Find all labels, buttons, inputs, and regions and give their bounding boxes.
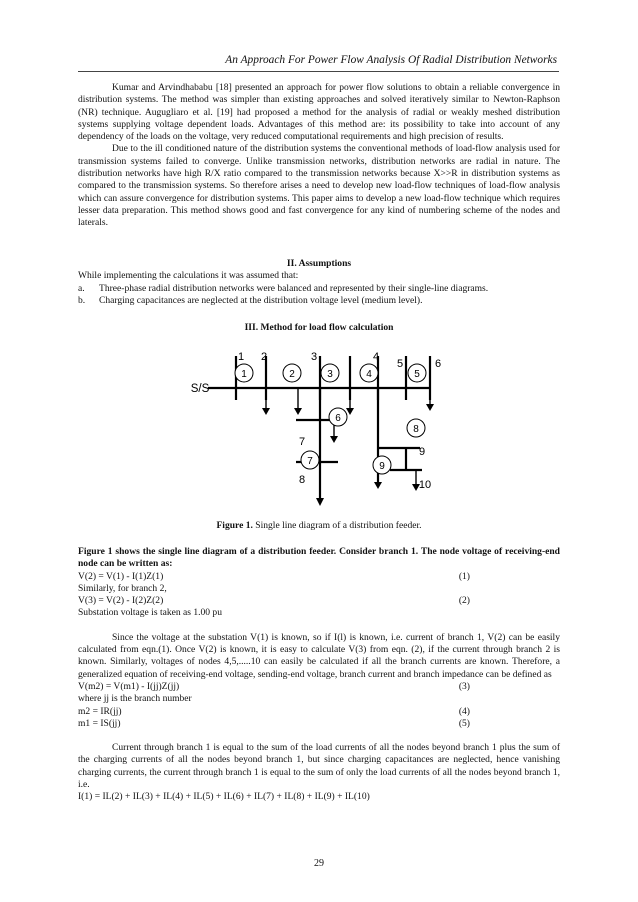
section-heading: II. Assumptions	[286, 258, 352, 269]
equation-number: (1)	[458, 570, 470, 582]
paragraph: Similarly, for branch 2,	[78, 582, 167, 594]
node-label: 7	[298, 436, 306, 448]
equation-5	[78, 718, 470, 730]
paragraph: where jj is the branch number	[78, 693, 192, 705]
figure-caption	[0, 520, 638, 531]
equation-expr: m1 = IS(jj)	[78, 717, 121, 729]
node-label: 9	[418, 446, 426, 458]
equation-2	[78, 595, 470, 607]
node-label: 5	[396, 358, 404, 370]
list-item	[78, 283, 560, 295]
equation-3	[78, 681, 470, 693]
paragraph: Since the voltage at the substation V(1) is known, so if I(l) is known, i.e. current of branch 1, V(2) can be easily calculated from eqn.(1). Once V(2) is known, it is easy to calculate V(3) from eqn. (2), if the current through branch 2 is known. Similarly, voltages of nodes 4,5,.....10 can easily be calculated if all the branch currents are known. Therefore, a generalized equation of receiving-end voltage, sending-end voltage, branch current and branch impedance can be defined as	[78, 631, 560, 680]
node-label: 10	[418, 479, 432, 491]
load-arrow-icon	[374, 482, 382, 489]
single-line-diagram	[178, 348, 462, 510]
method-heading-wrap	[78, 322, 560, 334]
equation-1	[78, 571, 470, 583]
equation-expr: V(3) = V(2) - I(2)Z(2)	[78, 595, 164, 607]
equation-4	[78, 706, 470, 718]
section-heading: III. Method for load flow calculation	[244, 322, 394, 333]
equation-number: (2)	[458, 595, 470, 607]
paragraph: Figure 1 shows the single line diagram of a distribution feeder. Consider branch 1. The node voltage of receiving-end node can be written as:	[78, 546, 560, 570]
page-number: 29	[314, 858, 324, 869]
branch-label: 2	[289, 369, 295, 380]
load-arrow-icon	[426, 404, 434, 411]
list-text: Three-phase radial distribution networks were balanced and represented by their single-line diagrams.	[99, 282, 489, 294]
load-arrow-icon	[330, 436, 338, 443]
figure-caption-text: Single line diagram of a distribution feeder.	[255, 520, 422, 531]
assumptions-section	[78, 258, 560, 307]
branch-label: 6	[335, 413, 341, 424]
list-marker: b.	[78, 294, 86, 306]
equation-6: I(1) = IL(2) + IL(3) + IL(4) + IL(5) + IL(6) + IL(7) + IL(8) + IL(9) + IL(10)	[78, 791, 370, 803]
equation-number: (5)	[458, 717, 470, 729]
node-label: 3	[310, 351, 318, 363]
spacer	[78, 730, 560, 742]
list-marker: a.	[78, 282, 85, 294]
method-body	[78, 546, 560, 804]
node-label: 8	[298, 474, 306, 486]
equation-expr: m2 = IR(jj)	[78, 705, 122, 717]
substation-label: S/S	[190, 383, 210, 395]
intro-section	[78, 82, 560, 230]
header-rule	[78, 71, 559, 72]
load-arrow-icon	[262, 408, 270, 415]
branch-label: 1	[241, 369, 247, 380]
figure-caption-label: Figure 1.	[216, 520, 253, 531]
node-label: 2	[260, 351, 268, 363]
load-arrow-icon	[294, 408, 302, 415]
paragraph: While implementing the calculations it was assumed that:	[78, 270, 299, 282]
list-item	[78, 295, 560, 307]
spacer	[78, 620, 560, 632]
node-label: 4	[372, 351, 380, 363]
node-label: 1	[237, 351, 245, 363]
branch-label: 4	[366, 369, 372, 380]
list-text: Charging capacitances are neglected at the distribution voltage level (medium level).	[99, 294, 423, 306]
equation-number: (3)	[458, 680, 470, 692]
paragraph: Substation voltage is taken as 1.00 pu	[78, 607, 222, 619]
branch-label: 3	[327, 369, 333, 380]
load-arrow-icon	[346, 408, 354, 415]
equation-expr: V(m2) = V(m1) - I(jj)Z(jj)	[78, 680, 180, 692]
paragraph: Due to the ill conditioned nature of the distribution systems the conventional methods of load-flow analysis used for transmission systems failed to converge. Unlike transmission networks, distribution networks are radial in nature. The distribution networks have high R/X ratio compared to the transmission networks because X>>R in distribution systems as compared to the transmission systems. So therefore arises a need to develop new load-flow techniques of load-flow analysis which can assure convergence for distribution systems. This paper aims to develop a new load-flow technique which requires lesser data preparation. This method shows good and fast convergence for any kind of numbering scheme of the nodes and laterals.	[78, 143, 560, 229]
paragraph: Current through branch 1 is equal to the sum of the load currents of all the nodes beyond branch 1 plus the sum of the charging currents of all the nodes beyond branch 1, but since charging capacitances are neglected, hence vanishing charging currents, the current through branch 1 is equal to the sum of only the load currents of all the nodes beyond branch 1, i.e.	[78, 742, 560, 791]
diagram-svg	[178, 348, 462, 510]
paragraph: Kumar and Arvindhababu [18] presented an approach for power flow solutions to obtain a reliable convergence in distribution systems. The method was simpler than existing approaches and solved iteratively similar to Newton-Raphson (NR) technique. Augugliaro et al. [19] had proposed a method for the analysis of radial or weakly meshed distribution systems supplying voltage dependent loads. Advantages of this method are: its possibility to take into account of any dependency of the loads on the voltage, very reduced computational requirements and high precision of results.	[78, 82, 560, 143]
node-label: 6	[434, 358, 442, 370]
branch-label: 7	[307, 456, 313, 467]
branch-label: 5	[414, 369, 420, 380]
branch-label: 9	[379, 461, 385, 472]
equation-number: (4)	[458, 705, 470, 717]
branch-label: 8	[413, 424, 419, 435]
running-header: An Approach For Power Flow Analysis Of Radial Distribution Networks	[225, 54, 557, 66]
load-arrow-icon	[316, 498, 324, 506]
equation-expr: V(2) = V(1) - I(1)Z(1)	[78, 570, 164, 582]
